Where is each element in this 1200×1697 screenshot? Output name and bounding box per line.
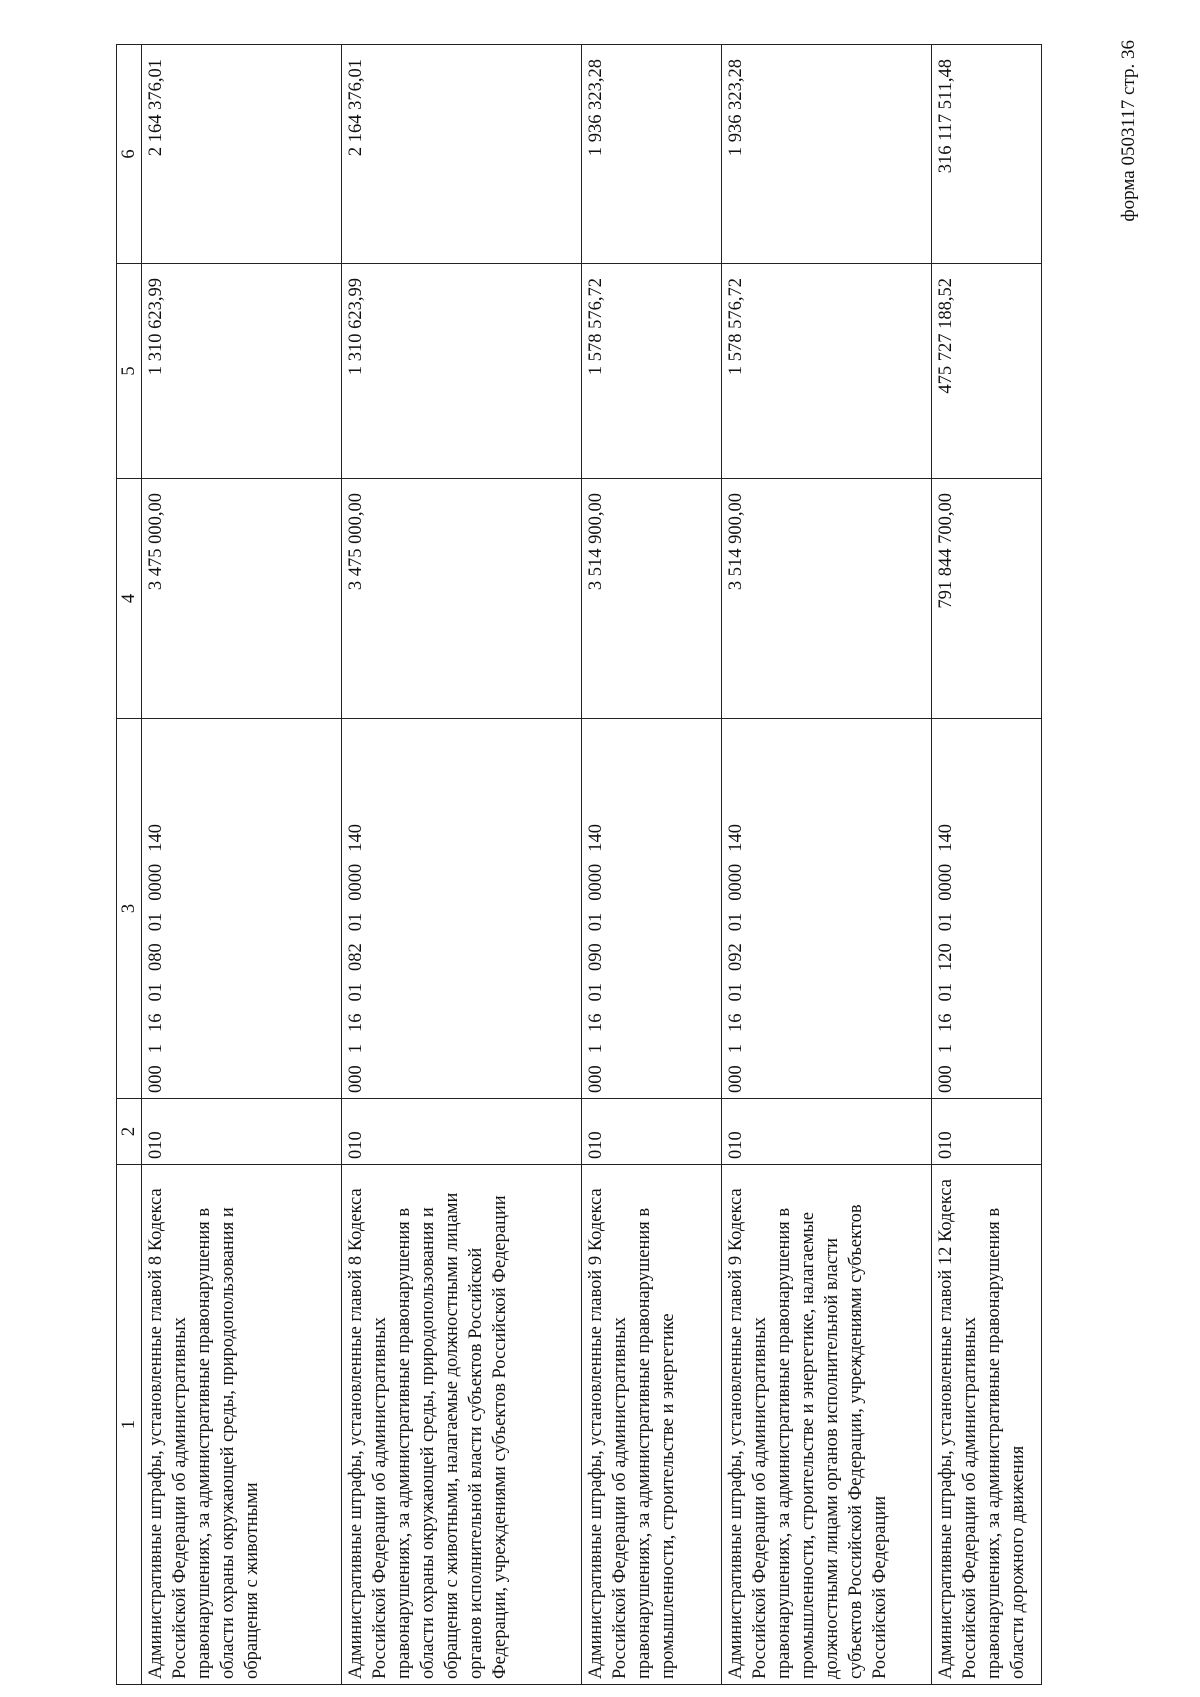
executed-amount-cell: 1 578 576,72: [582, 264, 722, 479]
table-row: [142, 45, 342, 1685]
income-code-cell: 00011601090010000140: [582, 719, 722, 1099]
approved-amount-cell: 3 514 900,00: [582, 479, 722, 719]
row-name-cell: Административные штрафы, установленные главой 9 Кодекса Российской Федерации об административных правонарушениях, за административные правонарушения в промышленности, строительстве и энергетике, налагаемые должностными лицами органов исполнительной власти субъектов Российской Федерации, учреждениями субъектов Российской Федерации: [722, 1165, 932, 1685]
column-header: 3: [117, 719, 142, 1099]
unexecuted-amount-cell: 1 936 323,28: [582, 45, 722, 264]
row-name-cell: Административные штрафы, установленные главой 12 Кодекса Российской Федерации об административных правонарушениях, за административные правонарушения в области дорожного движения: [932, 1165, 1042, 1685]
line-code-cell: 010: [932, 1099, 1042, 1165]
approved-amount-cell: 3 514 900,00: [722, 479, 932, 719]
income-code-cell: 00011601082010000140: [342, 719, 582, 1099]
row-name-cell: Административные штрафы, установленные главой 8 Кодекса Российской Федерации об административных правонарушениях, за административные правонарушения в области охраны окружающей среды, природопользования и обращения с животными: [142, 1165, 342, 1685]
table-row: [932, 45, 1042, 1685]
executed-amount-cell: 1 578 576,72: [722, 264, 932, 479]
line-code-cell: 010: [342, 1099, 582, 1165]
approved-amount-cell: 791 844 700,00: [932, 479, 1042, 719]
column-header: 1: [117, 1165, 142, 1685]
row-name-cell: Административные штрафы, установленные главой 9 Кодекса Российской Федерации об административных правонарушениях, за административные правонарушения в промышленности, строительстве и энергетике: [582, 1165, 722, 1685]
column-header: 2: [117, 1099, 142, 1165]
income-code-cell: 00011601120010000140: [932, 719, 1042, 1099]
income-code-cell: 00011601080010000140: [142, 719, 342, 1099]
column-header: 4: [117, 479, 142, 719]
executed-amount-cell: 1 310 623,99: [342, 264, 582, 479]
report-table-container: [116, 45, 1036, 1685]
unexecuted-amount-cell: 2 164 376,01: [142, 45, 342, 264]
row-name-cell: Административные штрафы, установленные главой 8 Кодекса Российской Федерации об административных правонарушениях, за административные правонарушения в области охраны окружающей среды, природопользования и обращения с животными, налагаемые должностными лицами органов исполнительной власти субъектов Российской Федерации, учреждениями субъектов Российской Федерации: [342, 1165, 582, 1685]
executed-amount-cell: 1 310 623,99: [142, 264, 342, 479]
unexecuted-amount-cell: 316 117 511,48: [932, 45, 1042, 264]
report-table: [116, 44, 1042, 1685]
column-number-row: [117, 45, 142, 1685]
form-number-label: форма 0503117 стр. 36: [1118, 40, 1139, 222]
income-code-cell: 00011601092010000140: [722, 719, 932, 1099]
line-code-cell: 010: [722, 1099, 932, 1165]
unexecuted-amount-cell: 1 936 323,28: [722, 45, 932, 264]
executed-amount-cell: 475 727 188,52: [932, 264, 1042, 479]
column-header: 6: [117, 45, 142, 264]
approved-amount-cell: 3 475 000,00: [142, 479, 342, 719]
approved-amount-cell: 3 475 000,00: [342, 479, 582, 719]
unexecuted-amount-cell: 2 164 376,01: [342, 45, 582, 264]
table-row: [342, 45, 582, 1685]
line-code-cell: 010: [142, 1099, 342, 1165]
table-row: [722, 45, 932, 1685]
column-header: 5: [117, 264, 142, 479]
line-code-cell: 010: [582, 1099, 722, 1165]
table-row: [582, 45, 722, 1685]
